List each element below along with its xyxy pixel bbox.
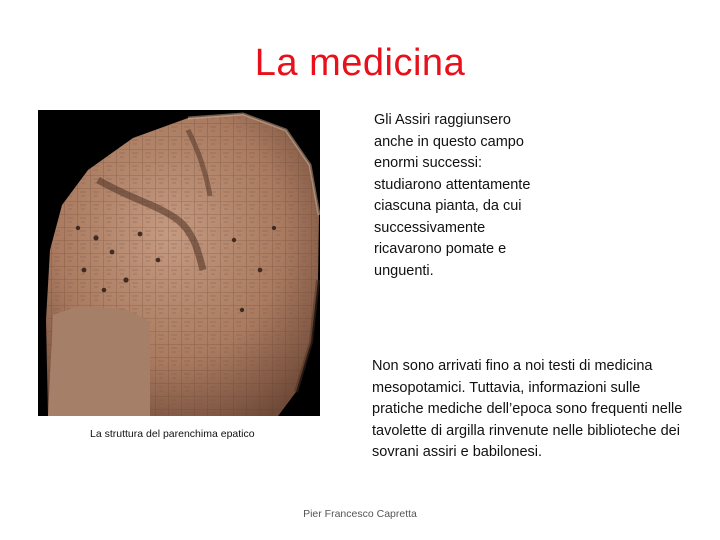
footer-author: Pier Francesco Capretta [303, 508, 417, 520]
image-caption: La struttura del parenchima epatico [90, 428, 255, 440]
clay-tablet-liver-model-icon [38, 110, 320, 416]
clay-tablet-photo [38, 110, 320, 416]
paragraph-mesopotamian-medicine: Non sono arrivati fino a noi testi di medicina mesopotamici. Tuttavia, informazioni sulle pratiche mediche dell’epoca sono frequenti nelle tavolette di argilla rinvenute nelle biblioteche dei sovrani assiri e babilonesi. [372, 358, 683, 460]
paragraph-assyrians-plants: Gli Assiri raggiunsero anche in questo campo enormi successi: studiarono attentamente ciascuna pianta, da cui successivamente ricavarono pomate e unguenti. [374, 112, 531, 279]
slide-title: La medicina [254, 42, 466, 84]
